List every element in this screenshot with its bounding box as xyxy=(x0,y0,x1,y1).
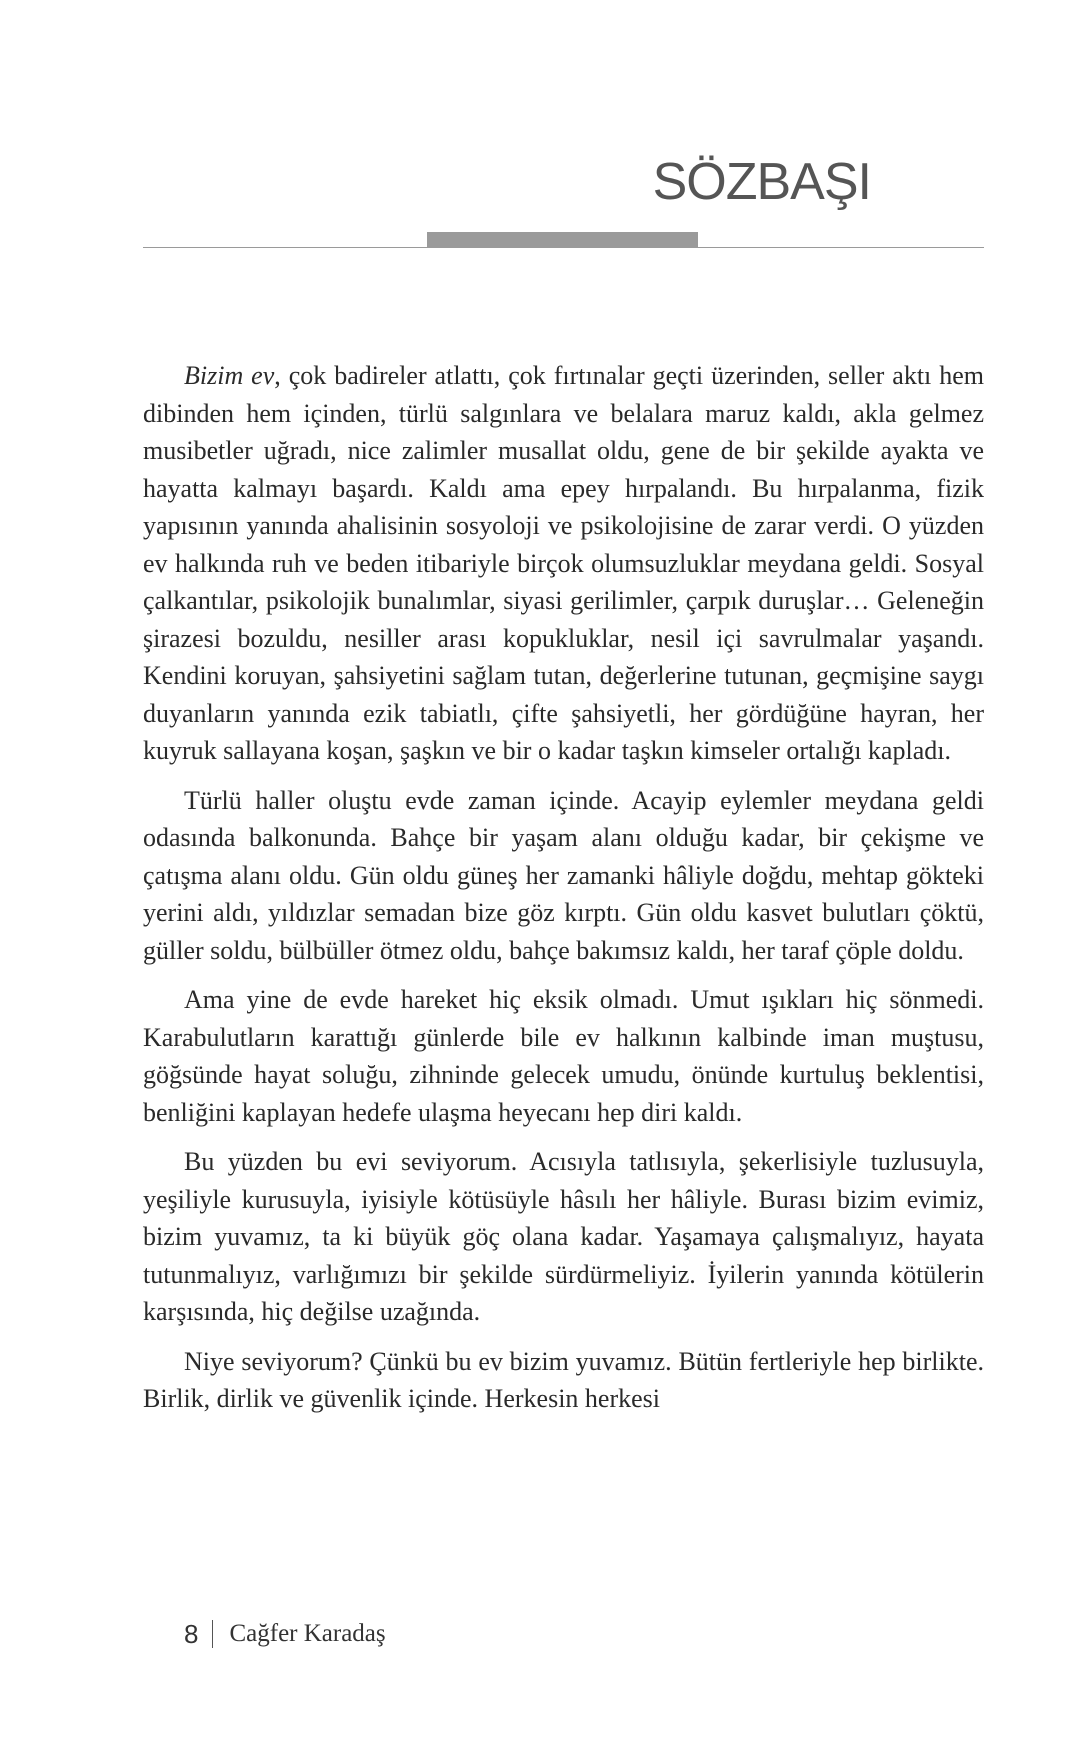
paragraph-text: Bu yüzden bu evi seviyorum. Acısıyla tatlısıyla, şekerlisiyle tuzlusuyla, yeşiliyle kurusuyla, iyisiyle kötüsüyle hâsılı her hâliyle. Burası bizim evimiz, bizim yuvamız, ta ki büyük göç olana kadar. Yaşamaya çalışmalıyız, hayata tutunmalıyız, varlığımızı bir şekilde sürdürmeliyiz. İyilerin yanında kötülerin karşısında, hiç değilse uzağında. xyxy=(143,1147,984,1326)
author-name: Cağfer Karadaş xyxy=(229,1620,386,1647)
paragraph-text: , çok badireler atlattı, çok fırtınalar geçti üzerinden, seller aktı hem dibinden hem içinden, türlü salgınlara ve belalara maruz kaldı, akla gelmez musibetler uğradı, nice zalimler musallat oldu, gene de bir şekilde ayakta ve hayatta kalmayı başardı. Kaldı ama epey hırpalandı. Bu hırpalanma, fizik yapısının yanında ahalisinin sosyoloji ve psikolojisine de zarar verdi. O yüzden ev halkında ruh ve beden itibariyle birçok olumsuzluklar meydana geldi. Sosyal çalkantılar, psikolojik bunalımlar, siyasi gerilimler, çarpık duruşlar… Geleneğin şirazesi bozuldu, nesiller arası kopukluklar, nesil içi savrulmalar yaşandı. Kendini koruyan, şahsiyetini sağlam tutan, değerlerine tutunan, geçmişine saygı duyanların yanında ezik tabiatlı, çifte şahsiyetli, her gördüğüne hayran, her kuyruk sallayana koşan, şaşkın ve bir o kadar taşkın kimseler ortalığı kapladı. xyxy=(143,361,984,765)
paragraph-5 xyxy=(143,1343,984,1418)
paragraph-4 xyxy=(143,1143,984,1331)
paragraph-3 xyxy=(143,981,984,1131)
footer-separator xyxy=(212,1620,213,1648)
title-divider-line xyxy=(143,247,984,248)
paragraph-2 xyxy=(143,782,984,970)
page-footer xyxy=(184,1616,386,1652)
page-number: 8 xyxy=(184,1618,199,1649)
paragraph-text: Ama yine de evde hareket hiç eksik olmadı. Umut ışıkları hiç sönmedi. Karabulutların karattığı günlerde bile ev halkının kalbinde iman muştusu, göğsünde hayat soluğu, zihninde gelecek umudu, önünde kurtuluş beklentisi, benliğini kaplayan hedefe ulaşma heyecanı hep diri kaldı. xyxy=(143,985,984,1127)
paragraph-lead-italic: Bizim ev xyxy=(184,361,275,390)
body-text xyxy=(143,357,984,1430)
page-title: SÖZBAŞI xyxy=(652,153,871,211)
paragraph-1 xyxy=(143,357,984,770)
paragraph-text: Türlü haller oluştu evde zaman içinde. Acayip eylemler meydana geldi odasında balkonunda. Bahçe bir yaşam alanı olduğu kadar, bir çekişme ve çatışma alanı oldu. Gün oldu güneş her zamanki hâliyle doğdu, mehtap gökteki yerini aldı, yıldızlar semadan bize göz kırptı. Gün oldu kasvet bulutları çöktü, güller soldu, bülbüller ötmez oldu, bahçe bakımsız kaldı, her taraf çöple doldu. xyxy=(143,785,984,965)
title-accent-bar xyxy=(427,232,698,247)
paragraph-text: Niye seviyorum? Çünkü bu ev bizim yuvamız. Bütün fertleriyle hep birlikte. Birlik, dirlik ve güvenlik içinde. Herkesin herkesi xyxy=(143,1346,984,1413)
